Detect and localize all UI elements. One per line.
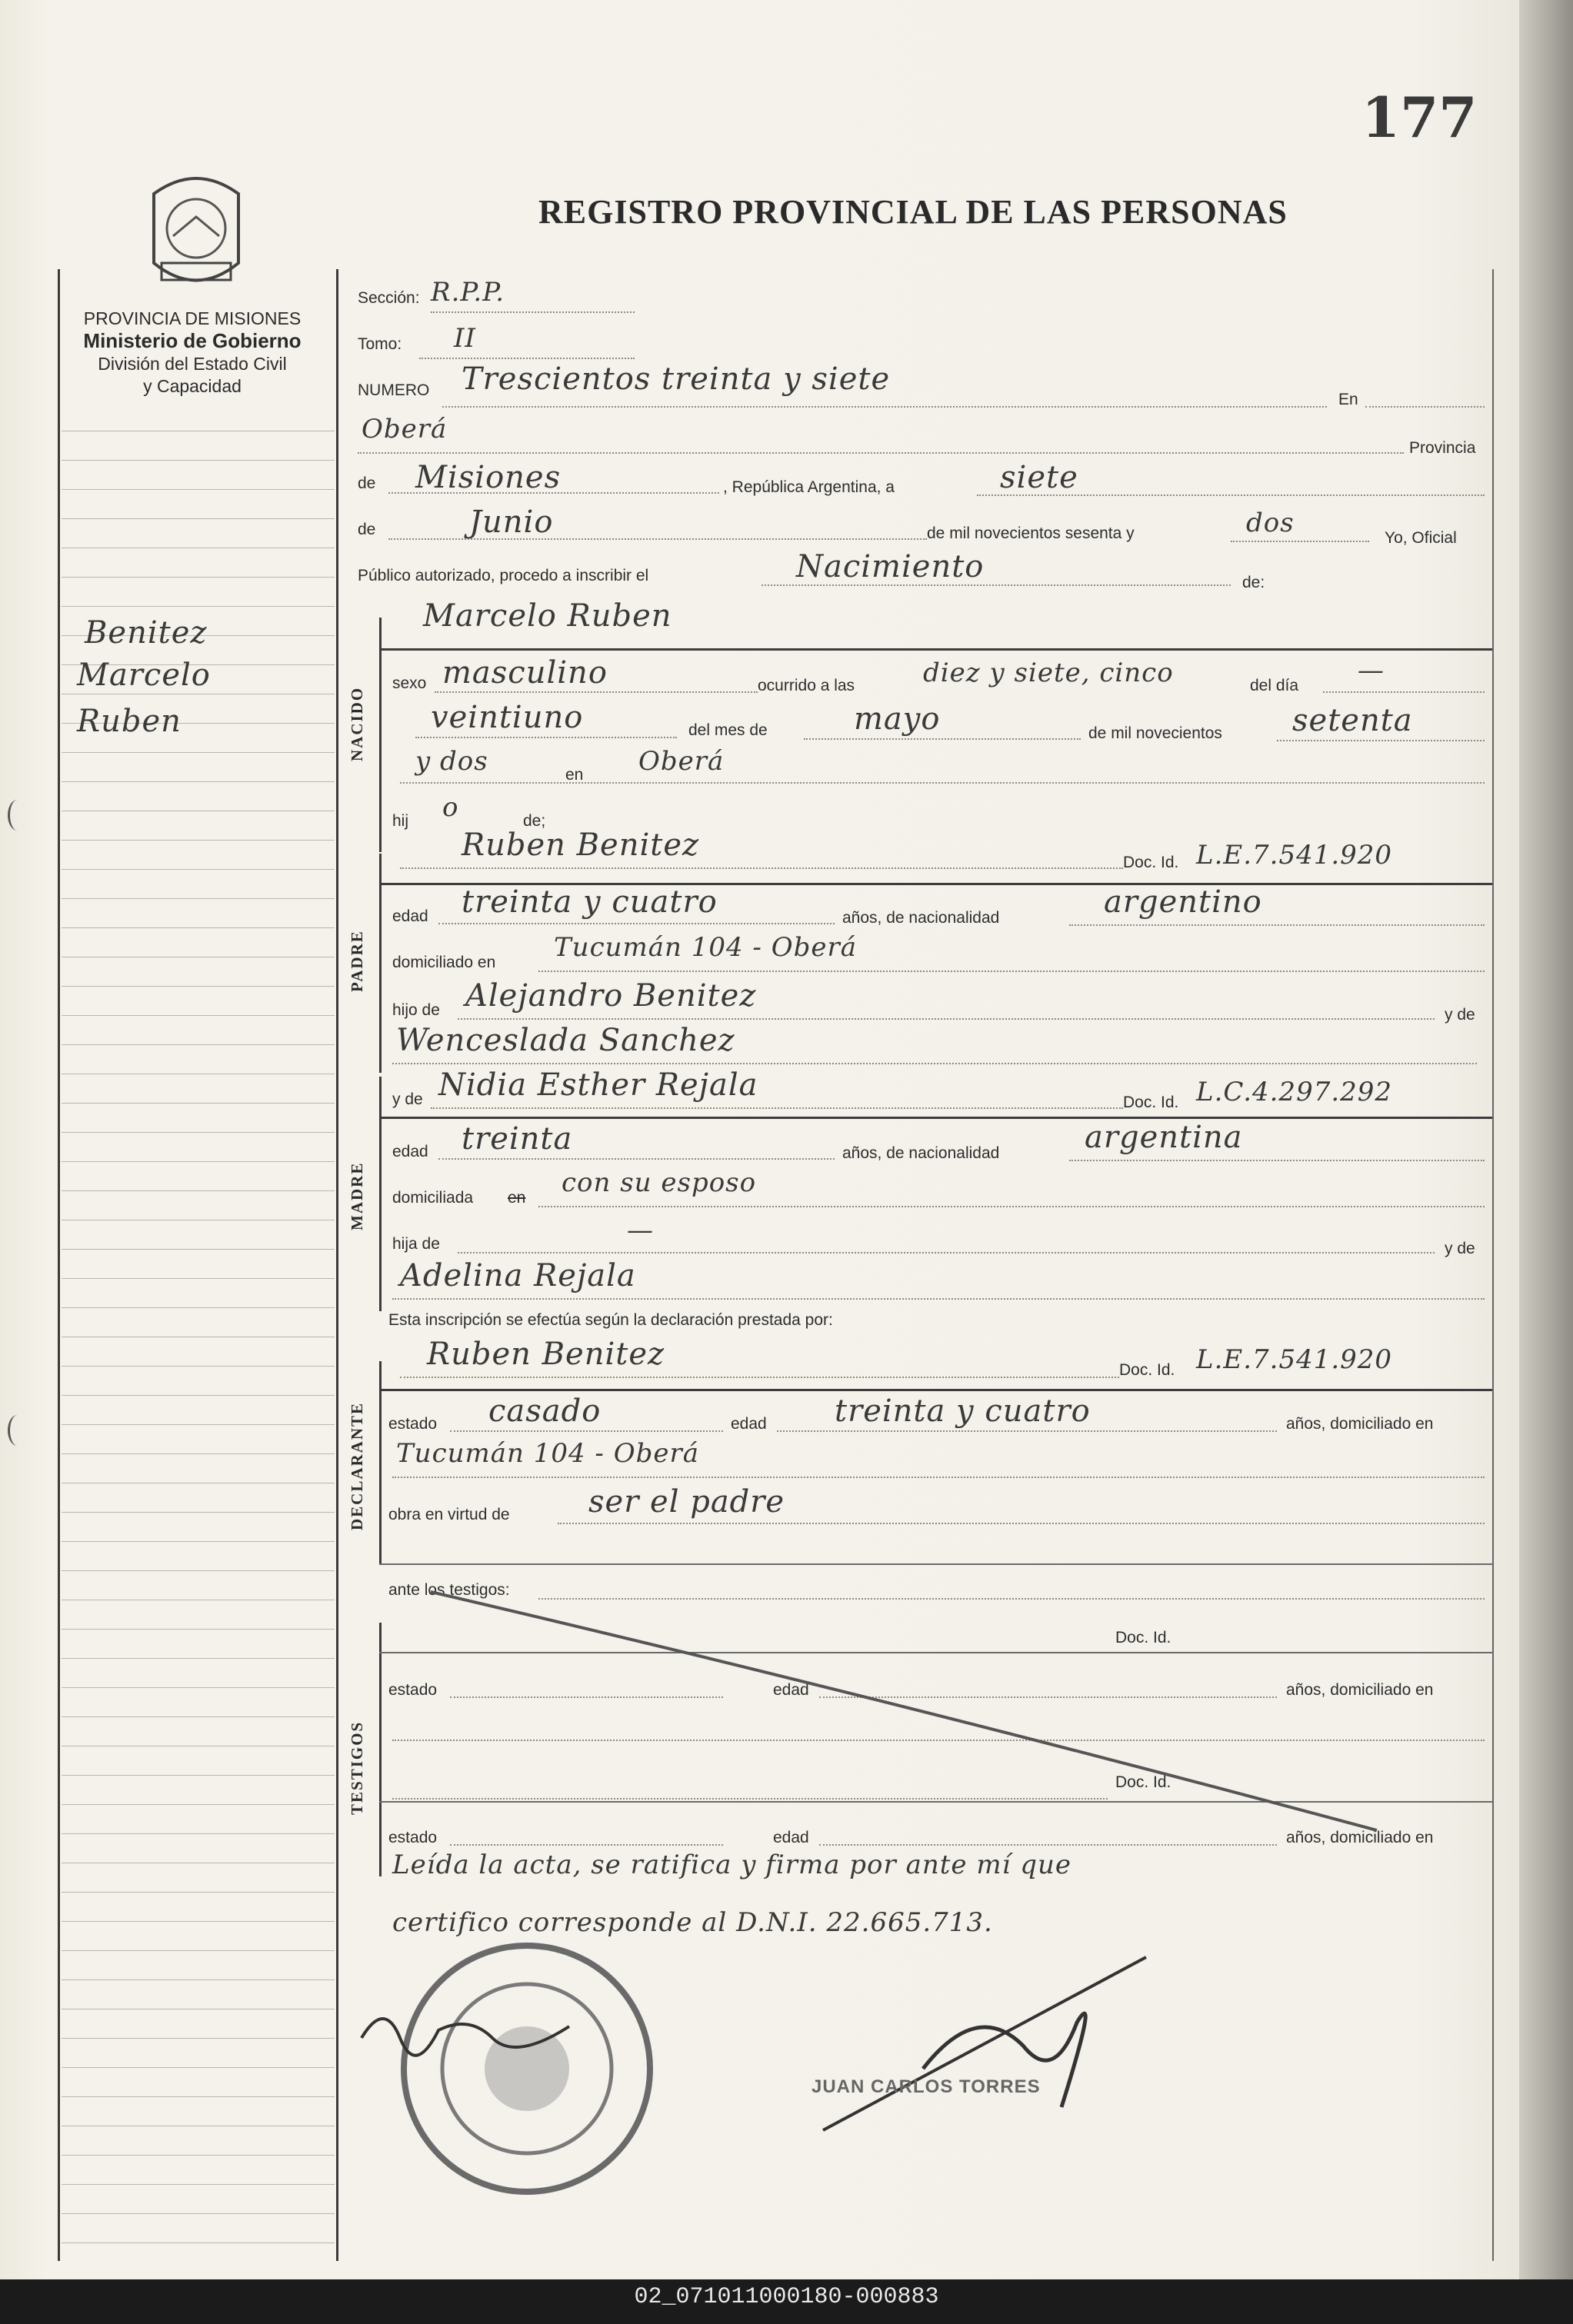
dotted-line [392, 1298, 1485, 1300]
testigo1-doc-label: Doc. Id. [1115, 1629, 1171, 1646]
testigo1-estado-label: estado [388, 1681, 438, 1699]
padre-doc-value: L.E.7.541.920 [1196, 840, 1393, 871]
testigo2-edad-label: edad [773, 1829, 809, 1846]
madre-hija-label: hija de [392, 1235, 440, 1253]
dotted-line [1277, 740, 1485, 741]
dotted-line [1069, 924, 1485, 926]
decl-virtud-value: ser el padre [588, 1484, 785, 1520]
dotted-line [400, 782, 1485, 784]
margin-ruled-line [62, 1892, 335, 1893]
margin-ruled-line [62, 1453, 335, 1454]
document-title: REGISTRO PROVINCIAL DE LAS PERSONAS [538, 193, 1288, 231]
hora-value: diez y siete, cinco [923, 658, 1174, 688]
ocurrido-label: ocurrido a las [758, 677, 855, 694]
en-label: En [1338, 391, 1358, 408]
padre-hijo-label: hijo de [392, 1001, 440, 1019]
testigo1-anos-dom-label: años, domiciliado en [1286, 1681, 1434, 1699]
dotted-line [388, 492, 719, 494]
dotted-line [1365, 406, 1485, 408]
margin-ruled-line [62, 1570, 335, 1571]
margin-ruled-line [62, 518, 335, 519]
dotted-line [419, 358, 635, 359]
anio-value: dos [1246, 508, 1295, 538]
section-rule [379, 1389, 1492, 1391]
margin-ruled-line [62, 1541, 335, 1542]
hij-suffix-value: o [442, 792, 459, 823]
decl-edad-value: treinta y cuatro [835, 1393, 1091, 1429]
margin-ruled-line [62, 986, 335, 987]
de-mes-label: de [358, 521, 376, 538]
padre-dom-label: domiciliado en [392, 954, 496, 971]
dotted-line [400, 867, 1123, 869]
padre-doc-label: Doc. Id. [1123, 854, 1179, 871]
seccion-label: Sección: [358, 289, 420, 307]
margin-ruled-line [62, 898, 335, 899]
padre-dom-value: Tucumán 104 - Oberá [554, 932, 858, 963]
decl-dom-value: Tucumán 104 - Oberá [396, 1438, 700, 1469]
margin-ruled-line [62, 1833, 335, 1834]
margin-ruled-line [62, 1132, 335, 1133]
tomo-value: II [454, 323, 476, 354]
page-number: 177 [1361, 85, 1478, 150]
margin-ruled-line [62, 752, 335, 753]
margin-right-rule [336, 269, 338, 2261]
dotted-line [538, 971, 1485, 972]
closing-note-line2: certifico corresponde al D.N.I. 22.665.713. [392, 1907, 993, 1938]
province-crest-icon [138, 171, 254, 294]
margin-ruled-line [62, 2067, 335, 2068]
declarante-section-label: DECLARANTE [348, 1401, 366, 1530]
decl-doc-value: L.E.7.541.920 [1196, 1344, 1393, 1375]
republica-label: , República Argentina, a [723, 478, 895, 496]
declarante-bracket [379, 1361, 382, 1565]
testigos-bracket [379, 1623, 382, 1876]
dotted-line [777, 1430, 1277, 1432]
madre-y-de-label: y de [392, 1090, 423, 1108]
madre-doc-label: Doc. Id. [1123, 1094, 1179, 1111]
dotted-line [431, 1107, 1123, 1109]
madre-madre-value: Adelina Rejala [400, 1258, 636, 1294]
margin-ruled-line [62, 2242, 335, 2243]
margin-ruled-line [62, 1775, 335, 1776]
decl-estado-value: casado [488, 1393, 602, 1429]
padre-padre-value: Alejandro Benitez [465, 978, 757, 1014]
dotted-line [804, 738, 1081, 740]
padre-madre-value: Wenceslada Sanchez [396, 1023, 735, 1058]
margin-ruled-line [62, 1979, 335, 1980]
margin-ruled-line [62, 606, 335, 607]
dotted-line [819, 1844, 1277, 1846]
madre-section-label: MADRE [348, 1161, 366, 1230]
madre-dom-value: con su esposo [562, 1167, 757, 1198]
decl-edad-label: edad [731, 1415, 767, 1433]
dotted-line [388, 538, 927, 540]
binding-hole [8, 1415, 27, 1446]
testigos-section-label: TESTIGOS [348, 1720, 366, 1815]
section-rule [379, 1563, 1492, 1565]
dia-value: veintiuno [431, 700, 584, 735]
yo-oficial-label: Yo, Oficial [1385, 529, 1457, 547]
dotted-line [1323, 691, 1485, 693]
dotted-line [558, 1523, 1485, 1524]
margin-ruled-line [62, 1366, 335, 1367]
mes-value: Junio [469, 504, 554, 540]
padre-edad-label: edad [392, 907, 428, 925]
dotted-line [438, 923, 835, 924]
madre-nac-value: argentina [1085, 1120, 1243, 1155]
dotted-line [415, 737, 677, 738]
declarant-signature [354, 1984, 585, 2069]
official-seal-stamp [396, 1938, 658, 2199]
del-dia-label: del día [1250, 677, 1299, 694]
provincia-value: Misiones [415, 460, 562, 495]
testigo2-estado-label: estado [388, 1829, 438, 1846]
decl-nombre-value: Ruben Benitez [427, 1337, 665, 1372]
closing-note-line1: Leída la acta, se ratifica y firma por ante mí que [392, 1850, 1072, 1880]
nacido-bracket [379, 618, 382, 852]
margin-ruled-line [62, 1629, 335, 1630]
numero-value: Trescientos treinta y siete [462, 361, 891, 397]
testigo1-edad-label: edad [773, 1681, 809, 1699]
margin-ruled-line [62, 1512, 335, 1513]
sexo-value: masculino [442, 655, 608, 691]
madre-edad-label: edad [392, 1143, 428, 1160]
margin-ruled-line [62, 1015, 335, 1016]
margin-note-second-name: Ruben [77, 704, 182, 739]
padre-section-label: PADRE [348, 930, 366, 992]
section-rule [379, 1117, 1492, 1119]
officer-signature [808, 1953, 1161, 2146]
tomo-label: Tomo: [358, 335, 402, 353]
de-mil-nov-label: de mil novecientos [1088, 724, 1222, 742]
madre-edad-value: treinta [462, 1121, 573, 1157]
padre-y-de-label: y de [1445, 1006, 1475, 1024]
margin-ruled-line [62, 460, 335, 461]
margin-ruled-line [62, 1921, 335, 1922]
decl-estado-label: estado [388, 1415, 438, 1433]
publico-label: Público autorizado, procedo a inscribir el [358, 567, 649, 584]
dotted-line [1069, 1160, 1485, 1161]
dotted-line [435, 691, 758, 693]
lugar-value: Oberá [362, 414, 448, 444]
anio-nac-value: setenta [1292, 703, 1413, 738]
margin-ruled-line [62, 1044, 335, 1045]
margin-ruled-line [62, 1395, 335, 1396]
dia-letras-value: siete [1000, 460, 1078, 495]
mes-nac-value: mayo [854, 701, 941, 737]
madre-nombre-value: Nidia Esther Rejala [438, 1067, 758, 1103]
padre-edad-value: treinta y cuatro [462, 884, 718, 920]
dotted-line [450, 1844, 723, 1846]
dotted-line [977, 494, 1485, 496]
testigo2-anos-dom-label: años, domiciliado en [1286, 1829, 1434, 1846]
dotted-line [392, 1063, 1477, 1064]
margin-ruled-line [62, 781, 335, 782]
dotted-line [450, 1430, 723, 1432]
margin-ruled-line [62, 489, 335, 490]
margin-left-rule [58, 269, 60, 2261]
dotted-line [392, 1477, 1485, 1478]
margin-ruled-line [62, 1161, 335, 1162]
provincia-label: Provincia [1409, 439, 1476, 457]
declaracion-label: Esta inscripción se efectúa según la declaración prestada por: [388, 1311, 833, 1329]
page-edge [1519, 0, 1573, 2324]
province-name: PROVINCIA DE MISIONES [83, 308, 302, 328]
madre-nac-label: años, de nacionalidad [842, 1144, 1000, 1162]
margin-ruled-line [62, 2155, 335, 2156]
madre-dom-label: domiciliada [392, 1189, 474, 1207]
dotted-line [458, 1252, 1435, 1254]
de-mil-label: de mil novecientos sesenta y [927, 524, 1135, 542]
dotted-line [538, 1206, 1485, 1207]
padre-nombre-value: Ruben Benitez [462, 827, 700, 863]
margin-ruled-line [62, 2096, 335, 2097]
dotted-line [358, 452, 1404, 454]
margin-ruled-line [62, 2038, 335, 2039]
margin-ruled-line [62, 1424, 335, 1425]
margin-ruled-line [62, 1658, 335, 1659]
margin-ruled-line [62, 1103, 335, 1104]
dotted-line [438, 1158, 835, 1160]
dia-dash-value: — [1358, 655, 1385, 686]
form-right-rule [1492, 269, 1494, 2261]
madre-y-de-label-2: y de [1445, 1240, 1475, 1257]
hij-label: hij [392, 812, 409, 830]
margin-ruled-line [62, 1307, 335, 1308]
nacido-section-label: NACIDO [348, 686, 366, 761]
scan-identifier: 02_071011000180-000883 [634, 2284, 939, 2310]
seccion-value: R.P.P. [431, 277, 505, 308]
nombre-value: Marcelo Ruben [423, 598, 672, 634]
padre-nac-value: argentino [1104, 884, 1262, 920]
numero-label: NUMERO [358, 381, 430, 399]
margin-ruled-line [62, 577, 335, 578]
dotted-line [442, 406, 1327, 408]
testigo2-doc-label: Doc. Id. [1115, 1773, 1171, 1791]
decl-anos-dom-label: años, domiciliado en [1286, 1415, 1434, 1433]
margin-ruled-line [62, 2184, 335, 2185]
madre-padre-value: — [627, 1215, 654, 1246]
de-label: de [358, 474, 376, 492]
lugar-nac-value: Oberá [638, 746, 725, 777]
madre-bracket [379, 1077, 382, 1311]
margin-ruled-line [62, 1687, 335, 1688]
de-colon-label: de: [1242, 574, 1265, 591]
dotted-line [762, 584, 1231, 586]
sexo-label: sexo [392, 674, 427, 692]
margin-ruled-line [62, 1950, 335, 1951]
de-hij-label: de; [523, 812, 546, 830]
dotted-line [458, 1018, 1435, 1020]
binding-hole [8, 800, 27, 831]
ante-testigos-label: ante los testigos: [388, 1581, 510, 1599]
section-rule [379, 648, 1492, 651]
decl-doc-label: Doc. Id. [1119, 1361, 1175, 1379]
dotted-line [1231, 541, 1369, 542]
officer-stamp-name: JUAN CARLOS TORRES [811, 2076, 1041, 2097]
del-mes-label: del mes de [688, 721, 768, 739]
acto-value: Nacimiento [796, 549, 985, 584]
decl-obra-label: obra en virtud de [388, 1506, 510, 1523]
padre-bracket [379, 854, 382, 1073]
margin-ruled-line [62, 840, 335, 841]
ministry-name: Ministerio de Gobierno [83, 329, 302, 352]
margin-ruled-line [62, 1804, 335, 1805]
margin-ruled-line [62, 927, 335, 928]
padre-nac-label: años, de nacionalidad [842, 909, 1000, 927]
margin-ruled-line [62, 2213, 335, 2214]
anio-nac-continued: y dos [415, 746, 488, 777]
division-line2: y Capacidad [143, 376, 242, 396]
cancellation-stroke [431, 1584, 1385, 1838]
en-nac-label: en [565, 766, 584, 784]
margin-note-surname: Benitez [85, 615, 208, 651]
dotted-line [400, 1377, 1119, 1378]
margin-ruled-line [62, 1716, 335, 1717]
division-line1: División del Estado Civil [98, 354, 287, 374]
margin-ruled-line [62, 1278, 335, 1279]
margin-ruled-line [62, 1190, 335, 1191]
madre-doc-value: L.C.4.297.292 [1196, 1077, 1393, 1107]
margin-note-firstname: Marcelo [77, 658, 211, 693]
issuer-header [46, 308, 338, 398]
dotted-line [431, 311, 635, 313]
margin-ruled-line [62, 869, 335, 870]
margin-ruled-line [62, 1249, 335, 1250]
madre-dom-en-struck: en [508, 1189, 526, 1207]
